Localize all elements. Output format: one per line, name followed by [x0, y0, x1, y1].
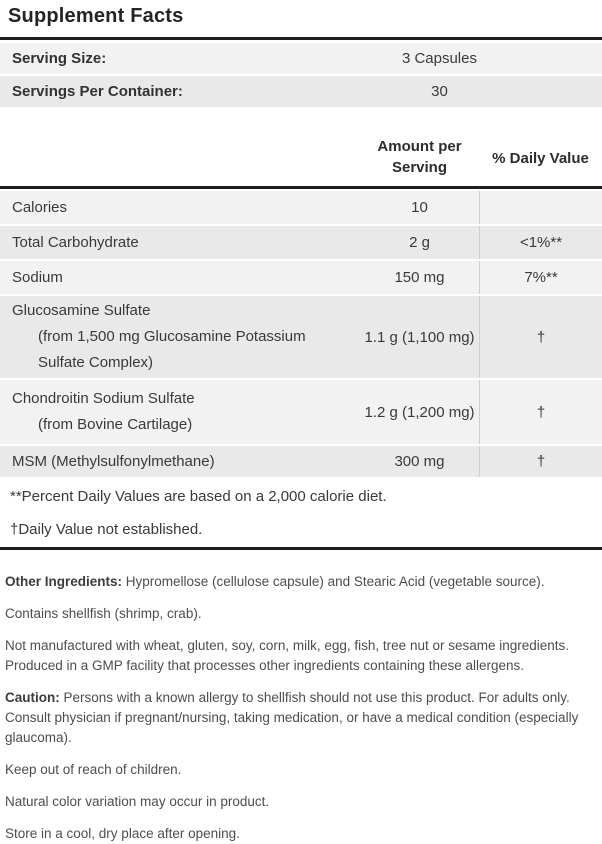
note-text: Contains shellfish (shrimp, crab).: [5, 606, 202, 621]
nutrient-name-text: Sodium: [12, 268, 63, 286]
nutrient-name-text: Chondroitin Sodium Sulfate: [12, 390, 195, 407]
page-title: Supplement Facts: [8, 5, 184, 27]
nutrient-name: [0, 380, 360, 444]
nutrient-daily-value: †: [479, 446, 602, 477]
note-label: Other Ingredients:: [5, 574, 123, 589]
note-text: Natural color variation may occur in product.: [5, 794, 270, 809]
note-caution: [5, 688, 598, 748]
nutrient-amount: 150 mg: [394, 269, 445, 286]
header-amount-per-serving: [360, 136, 479, 186]
nutrient-amount: 10: [411, 199, 428, 216]
nutrient-daily-value: †: [479, 296, 602, 378]
note-text: Hypromellose (cellulose capsule) and Stearic Acid (vegetable source).: [122, 574, 545, 589]
nutrient-daily-value: <1%**: [479, 226, 602, 259]
nutrient-daily-value: [479, 191, 602, 224]
note-text: Store in a cool, dry place after opening.: [5, 826, 240, 841]
servings-per-container-value: 30: [431, 83, 448, 100]
note-contains-shellfish: [5, 604, 598, 624]
table-row-chondroitin-sodium-sulfate: [0, 380, 602, 444]
divider-top: [0, 37, 602, 40]
note-other-ingredients: [5, 572, 598, 592]
header-amount-line1: Amount per: [377, 138, 462, 155]
nutrient-daily-value: †: [479, 380, 602, 444]
nutrient-name: [0, 261, 360, 294]
nutrient-name: [0, 296, 360, 378]
facts-table-body: [0, 191, 602, 477]
serving-info: [0, 43, 602, 107]
nutrient-source-text: (from 1,500 mg Glucosamine Potassium Sulfate Complex): [38, 328, 306, 371]
nutrient-name: [0, 226, 360, 259]
servings-per-container-row: [0, 76, 602, 107]
divider-header: [0, 186, 602, 189]
nutrient-daily-value: 7%**: [479, 261, 602, 294]
divider-bottom: [0, 547, 602, 550]
serving-size-label: Serving Size:: [12, 50, 107, 67]
note-text: Persons with a known allergy to shellfish should not use this product. For adults only. Consult physician if pregnant/nursing, taking medication, or have a medical condition (especially glaucoma).: [5, 690, 579, 745]
header-daily-value: % Daily Value: [492, 150, 589, 167]
nutrient-name-text: Calories: [12, 198, 68, 216]
table-row-calories: [0, 191, 602, 224]
servings-per-container-label: Servings Per Container:: [12, 83, 183, 100]
header-amount-line2: Serving: [391, 159, 448, 176]
footnote-daily-value-not-established: †Daily Value not established.: [10, 521, 203, 538]
serving-size-value: 3 Capsules: [401, 50, 477, 67]
nutrient-name: [0, 191, 360, 224]
nutrient-amount: 300 mg: [394, 453, 445, 470]
serving-size-row: [0, 43, 602, 74]
label-notes: [0, 572, 602, 844]
nutrient-name: [0, 446, 360, 477]
nutrient-source-text: (from Bovine Cartilage): [38, 416, 193, 433]
note-allergen-statement: [5, 636, 598, 676]
facts-table-header: [0, 109, 602, 186]
table-row-sodium: [0, 261, 602, 294]
note-color-variation: [5, 792, 598, 812]
nutrient-amount: 1.1 g (1,100 mg): [364, 328, 475, 346]
table-row-total-carbohydrate: [0, 226, 602, 259]
nutrient-name-text: Glucosamine Sulfate: [12, 302, 151, 319]
table-row-msm: [0, 446, 602, 477]
nutrient-name-text: Total Carbohydrate: [12, 233, 139, 251]
note-label: Caution:: [5, 690, 60, 705]
footnote-percent-daily-values: **Percent Daily Values are based on a 2,000 calorie diet.: [10, 488, 387, 505]
note-text: Keep out of reach of children.: [5, 762, 182, 777]
note-text: Not manufactured with wheat, gluten, soy, corn, milk, egg, fish, tree nut or sesame ingredients. Produced in a GMP facility that processes other ingredients containing these allergens.: [5, 638, 570, 673]
nutrient-amount: 2 g: [409, 234, 430, 251]
nutrient-amount: 1.2 g (1,200 mg): [364, 403, 475, 421]
table-row-glucosamine-sulfate: [0, 296, 602, 378]
note-storage: [5, 824, 598, 844]
note-keep-out-of-reach: [5, 760, 598, 780]
nutrient-name-text: MSM (Methylsulfonylmethane): [12, 452, 215, 470]
